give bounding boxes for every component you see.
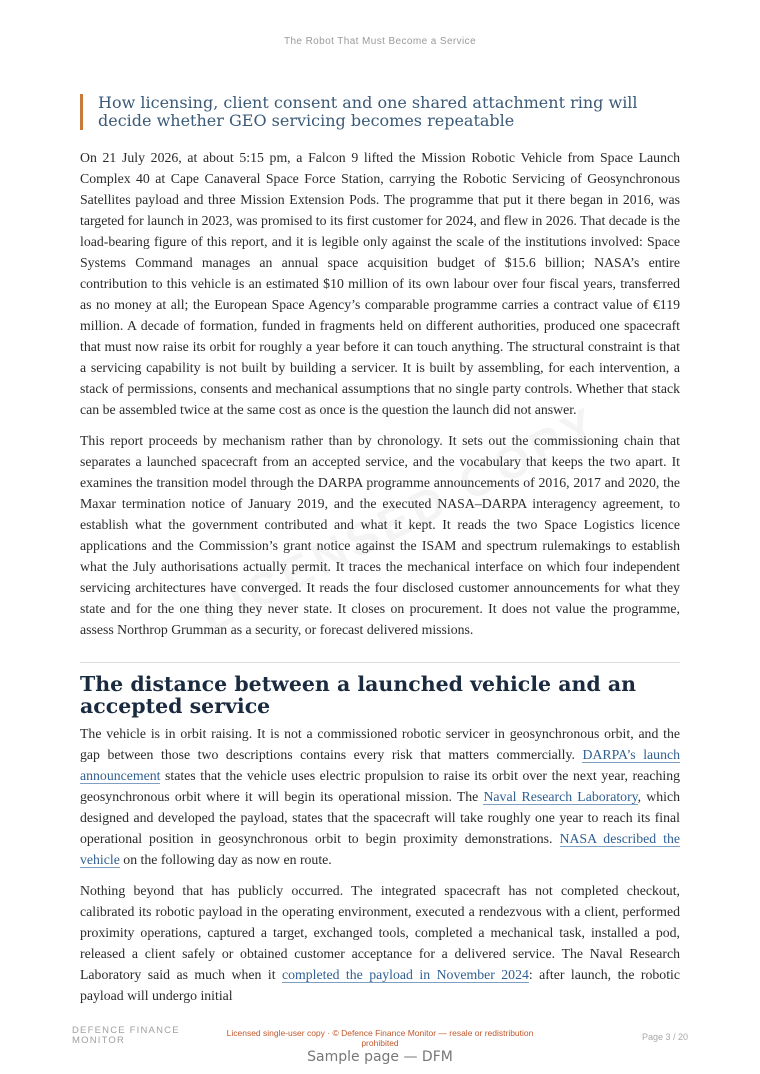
paragraph-text: : after launch, the robotic payload will undergo initial bbox=[80, 967, 680, 1003]
brand-line-1: DEFENCE FINANCE bbox=[72, 1025, 180, 1036]
license-line-2: prohibited bbox=[361, 1038, 399, 1048]
darpa-launch-announcement-link[interactable]: DARPA’s launch announcement bbox=[80, 747, 680, 783]
sample-page-caption: Sample page — DFM bbox=[307, 1049, 453, 1065]
brand-line-2: MONITOR bbox=[72, 1035, 126, 1046]
article-deck: How licensing, client consent and one shared attachment ring will decide whether GEO servicing becomes repeatable bbox=[80, 94, 680, 130]
license-line-1: Licensed single-user copy · © Defence Finance Monitor — resale or redistribution bbox=[226, 1028, 534, 1038]
paragraph-text: states that the vehicle uses electric propulsion to raise its orbit over the next year, reaching geosynchronous orbit where it will begin its operational mission. The bbox=[80, 768, 680, 804]
page-number: Page 3 / 20 bbox=[641, 1032, 688, 1042]
paragraph-text: on the following day as now en route. bbox=[119, 852, 332, 867]
intro-paragraph-2: This report proceeds by mechanism rather than by chronology. It sets out the commissioning chain that separates a launched spacecraft from an accepted service, and the vocabulary that keeps the two apart. It examines the transition model through the DARPA programme announcements of 2016, 2017 and 2020, the Maxar termination notice of January 2019, and the executed NASA–DARPA interagency agreement, to establish what the government contributed and what it kept. It reads the two Space Logistics licence applications and the Commission’s grant notice against the ISAM and spectrum rulemakings to establish what the July authorisations actually permit. It traces the mechanical interface on which four independent servicing architectures have converged. It reads the four disclosed customer announcements for what they state and for the one thing they never state. It closes on procurement. It does not value the programme, assess Northrop Grumman as a security, or forecast delivered missions. bbox=[80, 433, 680, 637]
intro-paragraph-1: On 21 July 2026, at about 5:15 pm, a Falcon 9 lifted the Mission Robotic Vehicle from Space Launch Complex 40 at Cape Canaveral Space Force Station, carrying the Robotic Servicing of Geosynchronous Satellites payload and three Mission Extension Pods. The programme that put it there began in 2016, was targeted for launch in 2023, was promised to its first customer for 2024, and flew in 2026. That decade is the load-bearing figure of this report, and it is legible only against the scale of the institutions involved: Space Systems Command manages an annual space acquisition budget of $15.6 billion; NASA’s entire contribution to this vehicle is an estimated $10 million of its own labour over four fiscal years, transferred as no money at all; the European Space Agency’s comparable programme carries a contract value of €119 million. A decade of formation, funded in fragments held on different authorities, produced one spacecraft that must now raise its orbit for roughly a year before it can touch anything. The structural constraint is that a servicing capability is not built by building a servicer. It is built by assembling, for each intervention, a stack of permissions, consents and mechanical assumptions that no single party controls. Whether that stack can be assembled twice at the same cost as once is the question the launch did not answer. bbox=[80, 150, 680, 417]
running-header: The Robot That Must Become a Service bbox=[283, 36, 477, 47]
paragraph-text: The vehicle is in orbit raising. It is not a commissioned robotic servicer in geosynchronous orbit, and the gap between those two descriptions contains every risk that matters commercially. bbox=[80, 726, 680, 762]
paragraph-text: , which designed and developed the payload, states that the spacecraft will take roughly one year to reach its final operational position in geosynchronous orbit to begin proximity demonstrations. bbox=[80, 789, 680, 846]
nasa-described-vehicle-link[interactable]: NASA described the vehicle bbox=[80, 831, 681, 867]
section-divider bbox=[80, 662, 680, 663]
section-heading: The distance between a launched vehicle and an accepted service bbox=[80, 672, 637, 718]
section-paragraph-1 bbox=[80, 723, 680, 870]
paragraph-text: Nothing beyond that has publicly occurred. The integrated spacecraft has not completed checkout, calibrated its robotic payload in the operating environment, executed a rendezvous with a client, performed proximity operations, captured a target, exchanged tools, completed a mechanical task, installed a pod, released a client safely or obtained customer acceptance for a delivered service. The Naval Research Laboratory said as much when it bbox=[80, 883, 680, 982]
license-notice bbox=[220, 1028, 540, 1048]
section-paragraph-2 bbox=[80, 880, 680, 1006]
publisher-brand bbox=[72, 1026, 202, 1046]
article-body bbox=[80, 94, 680, 1016]
payload-completed-link[interactable]: completed the payload in November 2024 bbox=[282, 967, 529, 982]
naval-research-laboratory-link[interactable]: Naval Research Laboratory bbox=[483, 789, 638, 804]
